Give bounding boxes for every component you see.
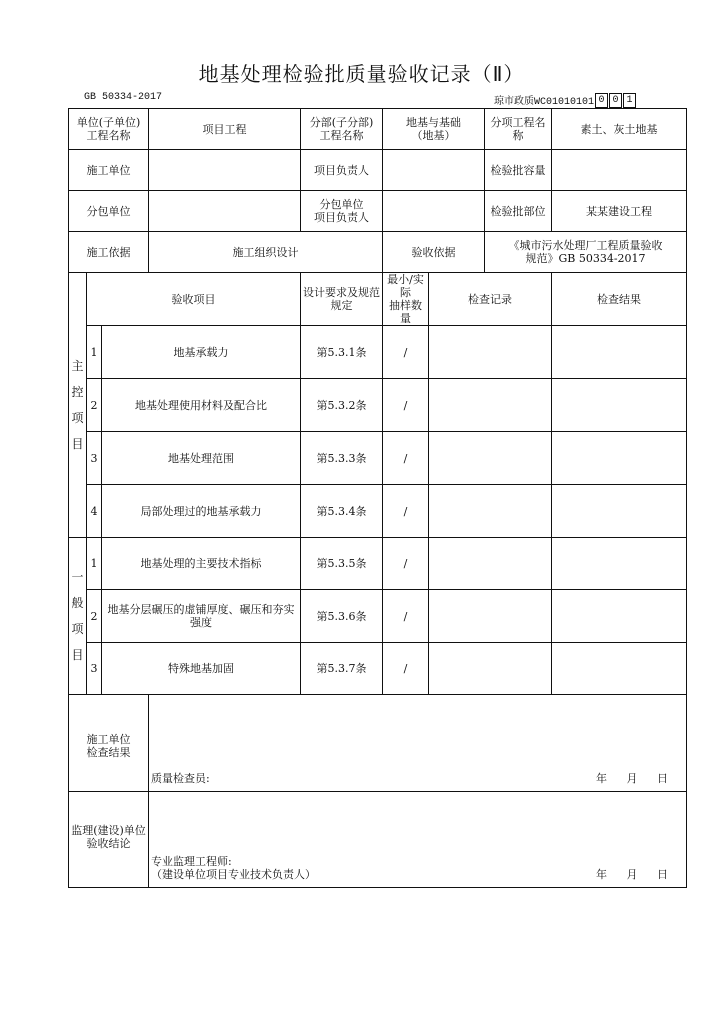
general-group-label: 一 般 项 目 [69,538,87,695]
pm-value[interactable] [383,150,485,191]
unit-label: 单位(子单位) 工程名称 [69,109,149,150]
item-no: 1 [87,326,102,379]
division-label: 分部(子分部) 工程名称 [301,109,383,150]
item-requirement: 第5.3.4条 [301,485,383,538]
table-row [69,326,687,379]
division-value[interactable]: 地基与基础 （地基） [383,109,485,150]
contractor-check-label: 施工单位 检查结果 [69,695,149,792]
supervisor-check-row [69,792,687,888]
item-no: 4 [87,485,102,538]
item-record[interactable] [429,485,552,538]
table-row [69,590,687,643]
column-header-row [69,273,687,326]
item-name: 特殊地基加固 [102,643,301,695]
item-requirement: 第5.3.3条 [301,432,383,485]
header-row [69,191,687,232]
location-value[interactable]: 某某建设工程 [552,191,687,232]
item-result[interactable] [552,432,687,485]
item-sample[interactable]: / [383,326,429,379]
col-requirement: 设计要求及规范规定 [301,273,383,326]
table-row [69,538,687,590]
item-name: 地基处理的主要技术指标 [102,538,301,590]
item-sample[interactable]: / [383,538,429,590]
item-result[interactable] [552,326,687,379]
contractor-check-row [69,695,687,792]
location-label: 检验批部位 [485,191,552,232]
item-record[interactable] [429,432,552,485]
item-name: 地基处理使用材料及配合比 [102,379,301,432]
standard-code: GB 50334-2017 [84,92,163,103]
table-row [69,643,687,695]
col-item: 验收项目 [87,273,301,326]
contractor-value[interactable] [149,150,301,191]
capacity-value[interactable] [552,150,687,191]
item-record[interactable] [429,590,552,643]
item-sample[interactable]: / [383,643,429,695]
contractor-check-area[interactable] [149,695,687,792]
item-sample[interactable]: / [383,485,429,538]
supervisor-check-area[interactable] [149,792,687,888]
contractor-signer: 质量检查员: [151,772,210,785]
acceptance-value[interactable]: 《城市污水处理厂工程质量验收 规范》GB 50334-2017 [485,232,687,273]
item-result[interactable] [552,379,687,432]
table-row [69,379,687,432]
item-name: 地基分层碾压的虚铺厚度、碾压和夯实 强度 [102,590,301,643]
subitem-value[interactable]: 素土、灰土地基 [552,109,687,150]
item-result[interactable] [552,643,687,695]
main-group-label: 主 控 项 目 [69,273,87,538]
table-row [69,432,687,485]
item-requirement: 第5.3.7条 [301,643,383,695]
page-title: 地基处理检验批质量验收记录（Ⅱ） [198,62,525,86]
supervisor-date: 年 月 日 [596,868,677,881]
contractor-date: 年 月 日 [596,772,677,785]
record-code-box[interactable]: 0 [609,93,622,108]
item-requirement: 第5.3.2条 [301,379,383,432]
item-sample[interactable]: / [383,590,429,643]
item-name: 地基承载力 [102,326,301,379]
pm-label: 项目负责人 [301,150,383,191]
record-code [494,92,636,108]
supervisor-signer: 专业监理工程师: （建设单位项目专业技术负责人） [151,855,317,881]
unit-value[interactable]: 项目工程 [149,109,301,150]
acceptance-label: 验收依据 [383,232,485,273]
item-no: 2 [87,379,102,432]
item-record[interactable] [429,326,552,379]
subcontractor-value[interactable] [149,191,301,232]
header-row [69,150,687,191]
subcontractor-label: 分包单位 [69,191,149,232]
item-result[interactable] [552,485,687,538]
basis-label: 施工依据 [69,232,149,273]
item-sample[interactable]: / [383,379,429,432]
col-sample: 最小/实际 抽样数量 [383,273,429,326]
header-row [69,109,687,150]
item-no: 3 [87,643,102,695]
item-requirement: 第5.3.6条 [301,590,383,643]
capacity-label: 检验批容量 [485,150,552,191]
item-record[interactable] [429,643,552,695]
subitem-label: 分项工程名 称 [485,109,552,150]
supervisor-check-label: 监理(建设)单位 验收结论 [69,792,149,888]
item-name: 地基处理范围 [102,432,301,485]
sub-pm-label: 分包单位 项目负责人 [301,191,383,232]
item-name: 局部处理过的地基承载力 [102,485,301,538]
item-requirement: 第5.3.1条 [301,326,383,379]
item-record[interactable] [429,379,552,432]
record-code-box[interactable]: 0 [595,93,608,108]
basis-value[interactable]: 施工组织设计 [149,232,383,273]
table-row [69,485,687,538]
record-code-box[interactable]: 1 [623,93,636,108]
contractor-label: 施工单位 [69,150,149,191]
item-requirement: 第5.3.5条 [301,538,383,590]
record-code-prefix: 琼市政质WC01010101 [494,97,595,108]
col-record: 检查记录 [429,273,552,326]
col-result: 检查结果 [552,273,687,326]
item-no: 2 [87,590,102,643]
sub-pm-value[interactable] [383,191,485,232]
inspection-form [68,108,687,888]
item-no: 1 [87,538,102,590]
header-row [69,232,687,273]
item-result[interactable] [552,538,687,590]
item-no: 3 [87,432,102,485]
item-result[interactable] [552,590,687,643]
item-record[interactable] [429,538,552,590]
item-sample[interactable]: / [383,432,429,485]
